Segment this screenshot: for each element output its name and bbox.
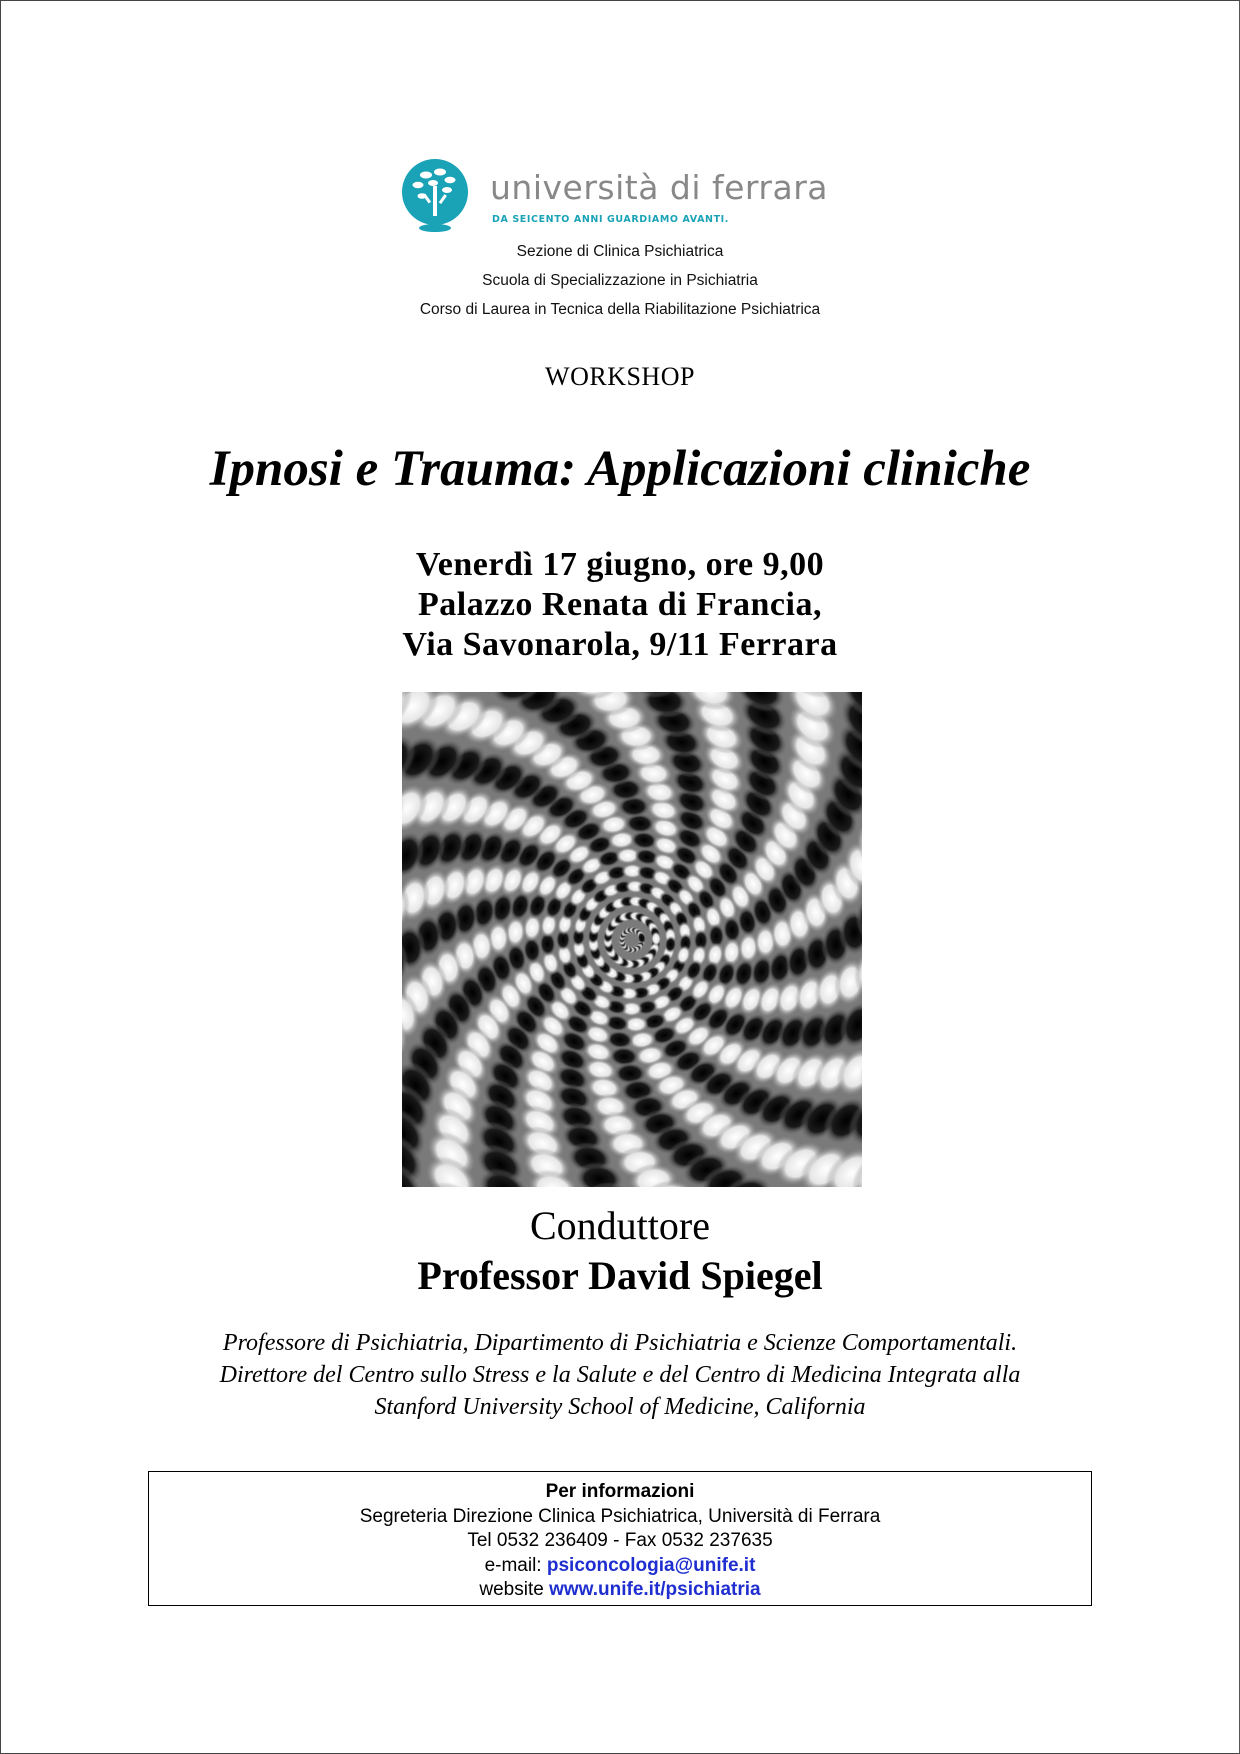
speaker-bio-line: Stanford University School of Medicine, California (374, 1394, 866, 1420)
speaker-name: Professor David Spiegel (417, 1253, 823, 1298)
hypnotic-spiral-image (402, 692, 862, 1187)
info-phone: Tel 0532 236409 - Fax 0532 237635 (467, 1530, 773, 1551)
speaker-bio (0, 1327, 1240, 1423)
logo-name: università di ferrara (490, 168, 829, 207)
info-email-line (149, 1554, 1091, 1579)
department-line: Sezione di Clinica Psichiatrica (516, 243, 724, 260)
event-title: Ipnosi e Trauma: Applicazioni cliniche (209, 441, 1031, 497)
info-title: Per informazioni (545, 1481, 695, 1502)
email-label: e-mail: (484, 1554, 547, 1576)
email-link[interactable]: psiconcologia@unife.it (546, 1554, 756, 1576)
event-type: WORKSHOP (545, 362, 695, 391)
event-venue: Palazzo Renata di Francia, (418, 586, 822, 623)
university-logo (396, 158, 836, 234)
logo-tagline: DA SEICENTO ANNI GUARDIAMO AVANTI. (492, 214, 730, 225)
tree-logo-icon (396, 158, 476, 234)
info-office: Segreteria Direzione Clinica Psichiatrica, Università di Ferrara (359, 1505, 881, 1527)
speaker-label: Conduttore (530, 1203, 710, 1248)
info-website-line (149, 1578, 1091, 1603)
speaker-bio-line: Professore di Psichiatria, Dipartimento di Psichiatria e Scienze Comportamentali. (222, 1330, 1018, 1356)
info-box (148, 1471, 1092, 1606)
department-line: Corso di Laurea in Tecnica della Riabilitazione Psichiatrica (419, 301, 821, 318)
event-date: Venerdì 17 giugno, ore 9,00 (415, 546, 825, 583)
speaker-bio-line: Direttore del Centro sullo Stress e la Salute e del Centro di Medicina Integrata alla (219, 1362, 1021, 1388)
website-link[interactable]: www.unife.it/psichiatria (549, 1579, 761, 1600)
website-label: website (479, 1579, 550, 1600)
department-line: Scuola di Specializzazione in Psichiatria (482, 272, 758, 289)
event-address: Via Savonarola, 9/11 Ferrara (402, 626, 838, 663)
